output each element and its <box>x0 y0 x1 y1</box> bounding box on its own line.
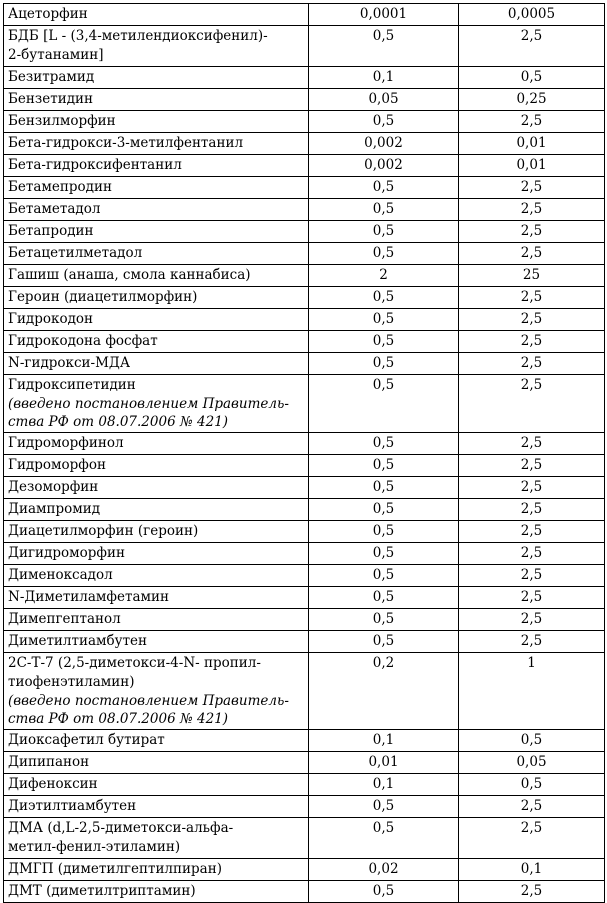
table-row <box>4 774 605 796</box>
substance-name: Ацеторфин <box>8 6 88 22</box>
table-row <box>4 4 605 26</box>
significant-amount-cell: 0,1 <box>309 67 459 89</box>
table-row <box>4 375 605 433</box>
table-row <box>4 609 605 631</box>
substance-name: N-гидрокси-МДА <box>8 355 131 371</box>
substance-name: БДБ [L - (3,4-метилендиоксифенил)- 2-бутанамин] <box>8 28 268 63</box>
significant-amount-cell: 0,5 <box>309 543 459 565</box>
table-row <box>4 543 605 565</box>
significant-amount-cell: 0,0001 <box>309 4 459 26</box>
large-amount-cell: 2,5 <box>459 353 605 375</box>
table-row <box>4 455 605 477</box>
table-row <box>4 499 605 521</box>
table-row <box>4 309 605 331</box>
substance-name: Диметилтиамбутен <box>8 633 148 649</box>
substance-name-cell <box>4 543 309 565</box>
large-amount-cell: 2,5 <box>459 565 605 587</box>
large-amount-cell: 2,5 <box>459 221 605 243</box>
significant-amount-cell: 0,05 <box>309 89 459 111</box>
substance-name: 2С-Т-7 (2,5-диметокси-4-N- пропил- тиофенэтиламин) <box>8 655 261 690</box>
large-amount-cell: 0,0005 <box>459 4 605 26</box>
large-amount-cell: 0,1 <box>459 859 605 881</box>
significant-amount-cell: 0,2 <box>309 653 459 730</box>
substance-name: Гидрокодон <box>8 311 94 327</box>
table-row <box>4 331 605 353</box>
significant-amount-cell: 0,5 <box>309 199 459 221</box>
substance-name: Дезоморфин <box>8 479 99 495</box>
substance-name: Дигидроморфин <box>8 545 125 561</box>
large-amount-cell: 0,5 <box>459 730 605 752</box>
large-amount-cell: 2,5 <box>459 631 605 653</box>
substance-name-cell <box>4 609 309 631</box>
large-amount-cell: 0,25 <box>459 89 605 111</box>
large-amount-cell: 2,5 <box>459 26 605 67</box>
substance-name-cell <box>4 111 309 133</box>
table-row <box>4 199 605 221</box>
substance-name: Диэтилтиамбутен <box>8 798 137 814</box>
substance-name-cell <box>4 331 309 353</box>
table-row <box>4 796 605 818</box>
substance-name-cell <box>4 730 309 752</box>
substance-name-cell <box>4 631 309 653</box>
table-row <box>4 818 605 859</box>
significant-amount-cell: 0,5 <box>309 243 459 265</box>
table-row <box>4 67 605 89</box>
substance-name-cell <box>4 375 309 433</box>
substances-table <box>3 3 605 903</box>
table-row <box>4 521 605 543</box>
large-amount-cell: 2,5 <box>459 477 605 499</box>
table-row <box>4 265 605 287</box>
substance-name: Гидроксипетидин <box>8 377 136 393</box>
amendment-note: (введено постановлением Правитель- ства РФ от 08.07.2006 № 421) <box>8 693 289 727</box>
significant-amount-cell: 0,5 <box>309 565 459 587</box>
significant-amount-cell: 0,5 <box>309 499 459 521</box>
substance-name-cell <box>4 133 309 155</box>
large-amount-cell: 25 <box>459 265 605 287</box>
amendment-note: (введено постановлением Правитель- ства РФ от 08.07.2006 № 421) <box>8 396 289 430</box>
substance-name: ДМГП (диметилгептилпиран) <box>8 861 222 877</box>
significant-amount-cell: 0,5 <box>309 111 459 133</box>
substance-name: Безитрамид <box>8 69 95 85</box>
substance-name-cell <box>4 287 309 309</box>
table-row <box>4 859 605 881</box>
significant-amount-cell: 0,01 <box>309 752 459 774</box>
substance-name-cell <box>4 587 309 609</box>
table-row <box>4 587 605 609</box>
significant-amount-cell: 0,5 <box>309 609 459 631</box>
table-row <box>4 477 605 499</box>
large-amount-cell: 0,5 <box>459 774 605 796</box>
significant-amount-cell: 0,5 <box>309 477 459 499</box>
substance-name: Бета-гидроксифентанил <box>8 157 182 173</box>
significant-amount-cell: 0,5 <box>309 375 459 433</box>
substance-name-cell <box>4 521 309 543</box>
table-row <box>4 177 605 199</box>
large-amount-cell: 2,5 <box>459 455 605 477</box>
significant-amount-cell: 2 <box>309 265 459 287</box>
large-amount-cell: 2,5 <box>459 177 605 199</box>
large-amount-cell: 2,5 <box>459 587 605 609</box>
substance-name: Диацетилморфин (героин) <box>8 523 199 539</box>
table-row <box>4 26 605 67</box>
substance-name-cell <box>4 881 309 903</box>
significant-amount-cell: 0,5 <box>309 221 459 243</box>
substance-name-cell <box>4 859 309 881</box>
substance-name: Бетацетилметадол <box>8 245 143 261</box>
substance-name-cell <box>4 177 309 199</box>
table-row <box>4 133 605 155</box>
substance-name: Димепгептанол <box>8 611 121 627</box>
large-amount-cell: 2,5 <box>459 309 605 331</box>
large-amount-cell: 2,5 <box>459 111 605 133</box>
substance-name: Бетамепродин <box>8 179 112 195</box>
large-amount-cell: 2,5 <box>459 243 605 265</box>
substance-name-cell <box>4 477 309 499</box>
significant-amount-cell: 0,002 <box>309 133 459 155</box>
significant-amount-cell: 0,02 <box>309 859 459 881</box>
substance-name-cell <box>4 89 309 111</box>
large-amount-cell: 2,5 <box>459 199 605 221</box>
large-amount-cell: 0,01 <box>459 133 605 155</box>
substance-name: Диампромид <box>8 501 101 517</box>
significant-amount-cell: 0,5 <box>309 521 459 543</box>
substance-name: Диоксафетил бутират <box>8 732 165 748</box>
large-amount-cell: 2,5 <box>459 331 605 353</box>
substance-name-cell <box>4 309 309 331</box>
significant-amount-cell: 0,5 <box>309 26 459 67</box>
substance-name: Гашиш (анаша, смола каннабиса) <box>8 267 251 283</box>
table-row <box>4 221 605 243</box>
large-amount-cell: 2,5 <box>459 287 605 309</box>
substance-name: Бетапродин <box>8 223 94 239</box>
significant-amount-cell: 0,5 <box>309 309 459 331</box>
large-amount-cell: 2,5 <box>459 818 605 859</box>
large-amount-cell: 2,5 <box>459 433 605 455</box>
substance-name: Гидрокодона фосфат <box>8 333 158 349</box>
substance-name: Гидроморфинол <box>8 435 124 451</box>
large-amount-cell: 2,5 <box>459 521 605 543</box>
substance-name: Героин (диацетилморфин) <box>8 289 198 305</box>
substance-name-cell <box>4 26 309 67</box>
substance-name-cell <box>4 818 309 859</box>
large-amount-cell: 2,5 <box>459 609 605 631</box>
large-amount-cell: 2,5 <box>459 881 605 903</box>
significant-amount-cell: 0,5 <box>309 796 459 818</box>
significant-amount-cell: 0,5 <box>309 433 459 455</box>
table-row <box>4 353 605 375</box>
significant-amount-cell: 0,5 <box>309 177 459 199</box>
table-row <box>4 730 605 752</box>
substance-name-cell <box>4 796 309 818</box>
table-row <box>4 752 605 774</box>
substance-name-cell <box>4 455 309 477</box>
substance-name-cell <box>4 221 309 243</box>
substance-name-cell <box>4 774 309 796</box>
table-row <box>4 565 605 587</box>
substance-name-cell <box>4 4 309 26</box>
significant-amount-cell: 0,5 <box>309 331 459 353</box>
significant-amount-cell: 0,5 <box>309 818 459 859</box>
large-amount-cell: 2,5 <box>459 543 605 565</box>
table-row <box>4 881 605 903</box>
significant-amount-cell: 0,5 <box>309 587 459 609</box>
substance-name: Дименоксадол <box>8 567 113 583</box>
table-row <box>4 631 605 653</box>
substance-name: Бетаметадол <box>8 201 101 217</box>
substance-name: Бензетидин <box>8 91 94 107</box>
substance-name-cell <box>4 265 309 287</box>
substance-name-cell <box>4 752 309 774</box>
significant-amount-cell: 0,5 <box>309 353 459 375</box>
large-amount-cell: 0,05 <box>459 752 605 774</box>
significant-amount-cell: 0,5 <box>309 631 459 653</box>
significant-amount-cell: 0,5 <box>309 881 459 903</box>
substance-name: N-Диметиламфетамин <box>8 589 169 605</box>
substance-name: Бензилморфин <box>8 113 116 129</box>
substance-name-cell <box>4 199 309 221</box>
substance-name: Гидроморфон <box>8 457 106 473</box>
large-amount-cell: 1 <box>459 653 605 730</box>
large-amount-cell: 2,5 <box>459 796 605 818</box>
table-row <box>4 155 605 177</box>
substance-name: ДМТ (диметилтриптамин) <box>8 883 196 899</box>
substance-name: Дипипанон <box>8 754 90 770</box>
large-amount-cell: 2,5 <box>459 375 605 433</box>
substance-name: Дифеноксин <box>8 776 98 792</box>
significant-amount-cell: 0,002 <box>309 155 459 177</box>
substance-name-cell <box>4 155 309 177</box>
significant-amount-cell: 0,5 <box>309 455 459 477</box>
table-row <box>4 287 605 309</box>
large-amount-cell: 2,5 <box>459 499 605 521</box>
substance-name-cell <box>4 353 309 375</box>
significant-amount-cell: 0,5 <box>309 287 459 309</box>
substance-name: ДМА (d,L-2,5-диметокси-альфа- метил-фенил-этиламин) <box>8 820 234 855</box>
substance-name-cell <box>4 653 309 730</box>
significant-amount-cell: 0,1 <box>309 730 459 752</box>
substance-name-cell <box>4 433 309 455</box>
substance-name-cell <box>4 67 309 89</box>
large-amount-cell: 0,5 <box>459 67 605 89</box>
table-body <box>4 4 605 903</box>
substance-name-cell <box>4 243 309 265</box>
table-row <box>4 433 605 455</box>
substance-name: Бета-гидрокси-3-метилфентанил <box>8 135 244 151</box>
table-row <box>4 243 605 265</box>
substance-name-cell <box>4 565 309 587</box>
substance-name-cell <box>4 499 309 521</box>
table-row <box>4 653 605 730</box>
table-row <box>4 89 605 111</box>
large-amount-cell: 0,01 <box>459 155 605 177</box>
significant-amount-cell: 0,1 <box>309 774 459 796</box>
table-row <box>4 111 605 133</box>
